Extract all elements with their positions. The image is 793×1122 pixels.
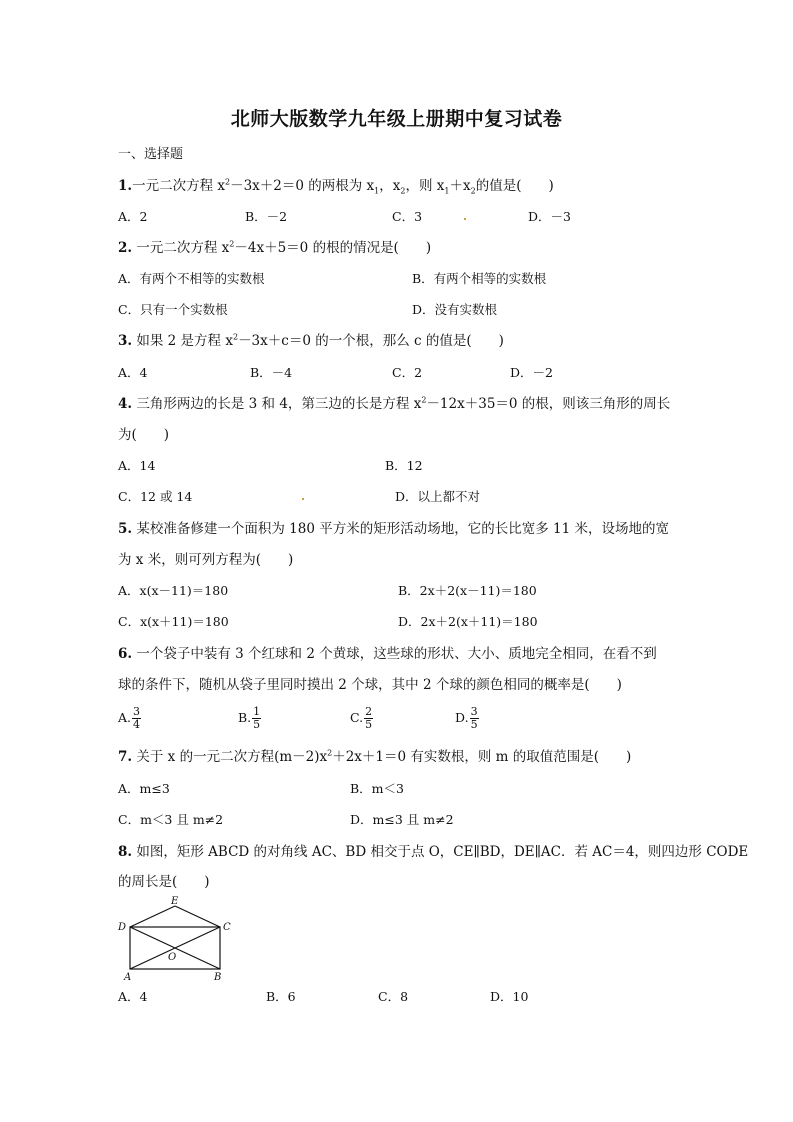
question-4-stem: 4. 三角形两边的长是 3 和 4，第三边的长是方程 $x^2-12x+35=0$ 的根，则该三角形的周长 (118, 395, 671, 412)
point-label-o: O (168, 952, 177, 963)
question-number: 7. (118, 749, 133, 765)
question-5-stem: 5. 某校准备修建一个面积为 180 平方米的矩形活动场地，它的长比宽多 11 米，设场地的宽 (118, 521, 669, 537)
q4-option-c: C．12 或 14 (118, 489, 193, 504)
q2-option-a: A．有两个不相等的实数根 (118, 271, 265, 286)
q2-option-b: B．有两个相等的实数根 (412, 271, 547, 286)
question-6-stem: 6. 一个袋子中装有 3 个红球和 2 个黄球，这些球的形状、大小、质地完全相同，在看不到 (118, 646, 657, 662)
point-label-d: D (118, 922, 127, 933)
point-label-a: A (124, 972, 132, 983)
point-label-e: E (171, 896, 179, 907)
q8-option-d: D．10 (490, 989, 529, 1004)
question-7-stem: 7. 关于 x 的一元二次方程$(m-2)x^2+2x+1=0$ 有实数根，则 m 的取值范围是( ) (118, 748, 632, 765)
q1-option-d: D．－3 (528, 209, 571, 224)
q1-option-b: B．－2 (245, 209, 288, 224)
q3-option-a: A．4 (118, 365, 148, 380)
q6-option-d: D. $\frac{3}{5}$ (455, 705, 478, 731)
q1-option-a: A．2 (118, 209, 148, 224)
question-number: 5. (118, 521, 133, 537)
q3-option-c: C．2 (392, 365, 423, 380)
question-number: 6. (118, 646, 133, 662)
q2-option-d: D．没有实数根 (412, 302, 498, 317)
fraction: $\frac{3}{4}$ (133, 705, 141, 731)
q8-option-b: B．6 (266, 989, 296, 1004)
question-1-stem: 1.一元二次方程 $x^2-3x+2=0$ 的两根为 $x_1$，$x_2$，则 $x_1+x_2$的值是( ) (118, 177, 554, 196)
speck (464, 218, 466, 220)
question-8-stem: 8. 如图，矩形 ABCD 的对角线 AC、BD 相交于点 O，CE∥BD，DE∥AC．若 AC＝4，则四边形 CODE (118, 844, 749, 860)
q5-option-a: A．x(x－11)＝180 (118, 583, 229, 598)
q5-option-c: C．x(x＋11)＝180 (118, 614, 229, 629)
fraction: $\frac{2}{5}$ (365, 705, 373, 731)
question-2-stem: 2. 一元二次方程 $x^2-4x+5=0$ 的根的情况是( ) (118, 239, 432, 256)
rectangle-diagram (112, 895, 242, 985)
q7-option-b: B．m＜3 (350, 781, 404, 796)
q4-option-b: B．12 (385, 458, 423, 473)
q5-option-d: D．2x＋2(x＋11)＝180 (398, 614, 538, 629)
question-4-stem-cont: 为( ) (118, 427, 170, 443)
q2-option-c: C．只有一个实数根 (118, 302, 228, 317)
question-3-stem: 3. 如果 2 是方程 $x^2-3x+c=0$ 的一个根，那么 c 的值是( ) (118, 332, 504, 349)
q5-option-b: B．2x＋2(x－11)＝180 (398, 583, 537, 598)
q1-option-c: C．3 (392, 209, 423, 224)
question-6-stem-cont: 球的条件下，随机从袋子里同时摸出 2 个球，其中 2 个球的颜色相同的概率是( ) (118, 677, 622, 693)
segment-de (130, 906, 175, 927)
q4-option-a: A．14 (118, 458, 156, 473)
page-title: 北师大版数学九年级上册期中复习试卷 (230, 108, 563, 130)
q6-option-b: B. $\frac{1}{5}$ (238, 705, 261, 731)
speck (302, 498, 304, 500)
q8-option-a: A．4 (118, 989, 148, 1004)
question-number: 2. (118, 240, 133, 256)
q4-option-d: D．以上都不对 (395, 489, 481, 504)
fraction: $\frac{1}{5}$ (253, 705, 261, 731)
question-number: 4. (118, 396, 133, 412)
question-number: 1. (118, 178, 133, 194)
question-number: 8. (118, 844, 133, 860)
q3-option-d: D．－2 (510, 365, 553, 380)
q8-option-c: C．8 (378, 989, 409, 1004)
section-heading: 一、选择题 (118, 147, 184, 162)
q3-option-b: B．－4 (250, 365, 293, 380)
question-8-stem-cont: 的周长是( ) (118, 874, 210, 890)
question-5-stem-cont: 为 x 米，则可列方程为( ) (118, 552, 294, 568)
q6-option-c: C. $\frac{2}{5}$ (350, 705, 373, 731)
point-label-b: B (214, 972, 222, 983)
q7-option-a: A．m≤3 (118, 781, 170, 796)
segment-ce (175, 906, 220, 927)
q7-option-c: C．m＜3 且 m≠2 (118, 812, 224, 827)
fraction: $\frac{3}{5}$ (470, 705, 478, 731)
question-number: 3. (118, 333, 133, 349)
q6-option-a: A. $\frac{3}{4}$ (118, 705, 141, 731)
point-label-c: C (223, 922, 231, 933)
q7-option-d: D．m≤3 且 m≠2 (350, 812, 454, 827)
